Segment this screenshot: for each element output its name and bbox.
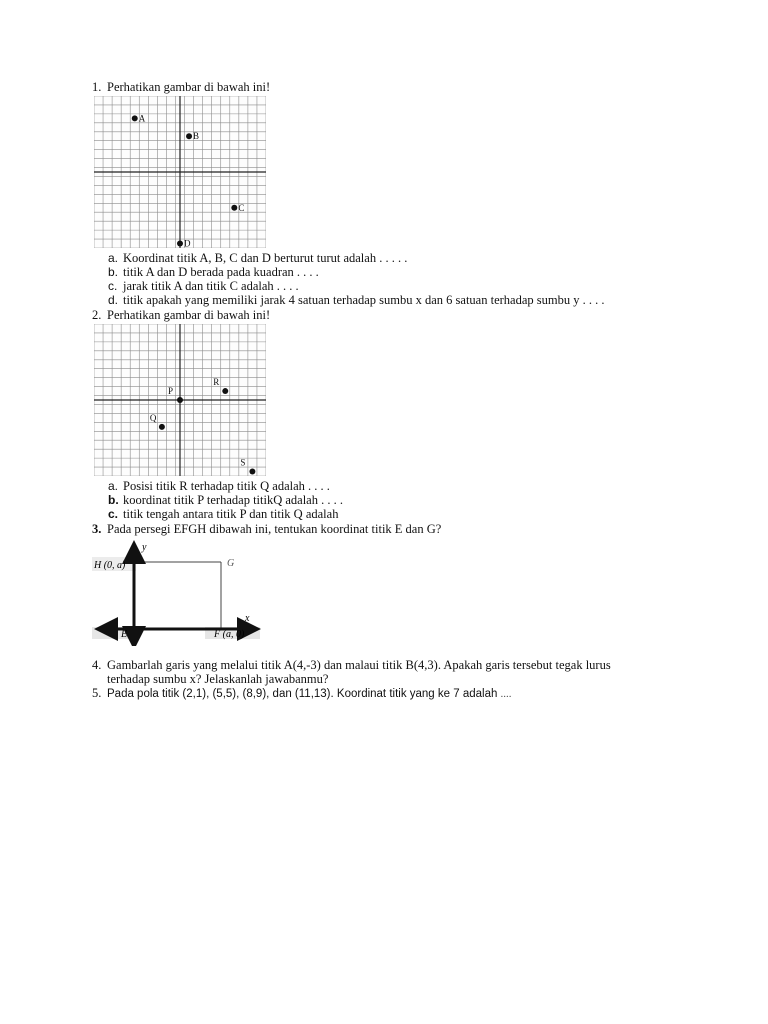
q2-point-s [249, 469, 255, 475]
g-label: G [227, 558, 235, 569]
q2-text: Perhatikan gambar di bawah ini! [107, 308, 271, 322]
q1-sub-a-text: Koordinat titik A, B, C dan D berturut turut adalah . . . . . [123, 251, 408, 265]
q2-sub-a-text: Posisi titik R terhadap titik Q adalah . . . . [123, 479, 330, 493]
q2-sub-c-letter: c. [108, 507, 119, 521]
q2-point-label-s: S [240, 457, 246, 468]
q3-text: Pada persegi EFGH dibawah ini, tentukan koordinat titik E dan G? [107, 522, 442, 536]
q2-sub-c [108, 507, 338, 521]
q1-sub-b-text: titik A dan D berada pada kuadran . . . . [123, 265, 319, 279]
q5-prompt [92, 686, 512, 701]
h-label: H (0, a) [94, 560, 126, 571]
q2-number: 2. [92, 308, 102, 322]
q1-point-b [186, 133, 192, 139]
e-label: E [121, 629, 128, 640]
q2-point-q [159, 424, 165, 430]
q1-sub-b-letter: b. [108, 265, 119, 279]
q3-square-figure [90, 538, 265, 646]
q1-sub-c-text: jarak titik A dan titik C adalah . . . . [123, 279, 299, 293]
q2-point-r [222, 388, 228, 394]
q1-point-label-d: D [184, 238, 191, 248]
q2-point-label-r: R [213, 377, 220, 388]
q1-point-d [177, 241, 183, 247]
q2-sub-a-letter: a. [108, 479, 119, 493]
q2-sub-c-text: titik tengah antara titik P dan titik Q adalah [123, 507, 339, 521]
q2-sub-b-text: koordinat titik P terhadap titikQ adalah . . . . [123, 493, 343, 507]
q1-point-a [132, 115, 138, 121]
q1-point-label-a: A [138, 113, 146, 124]
q4-prompt [92, 658, 611, 672]
q2-point-p [177, 397, 183, 403]
f-label: F (a, 0) [214, 629, 245, 640]
q1-point-label-b: B [193, 131, 200, 142]
q1-sub-d-text: titik apakah yang memiliki jarak 4 satuan terhadap sumbu x dan 6 satuan terhadap sumbu y . . . . [123, 293, 605, 307]
q2-sub-a [108, 479, 330, 493]
q1-point-c [231, 205, 237, 211]
q1-prompt [92, 80, 270, 94]
q1-point-label-c: C [238, 202, 245, 213]
q2-sub-b [108, 493, 343, 507]
q5-number: 5. [92, 686, 102, 700]
q1-text: Perhatikan gambar di bawah ini! [107, 80, 271, 94]
q1-sub-c [108, 279, 299, 293]
q1-sub-d [108, 293, 604, 307]
y-axis-label: y [142, 542, 147, 553]
q1-sub-c-letter: c. [108, 279, 118, 293]
x-axis-label: x [245, 613, 250, 624]
q2-sub-b-letter: b. [108, 493, 119, 507]
q5-dots: .... [500, 688, 512, 700]
q1-number: 1. [92, 80, 102, 94]
q1-sub-d-letter: d. [108, 293, 119, 307]
q2-point-label-q: Q [149, 412, 157, 423]
q3-prompt [92, 522, 441, 536]
q4-number: 4. [92, 658, 102, 672]
q4-line1: Gambarlah garis yang melalui titik A(4,-3) dan malaui titik B(4,3). Apakah garis tersebut tegak lurus [107, 658, 611, 672]
q2-prompt [92, 308, 270, 322]
q5-text: Pada pola titik (2,1), (5,5), (8,9), dan (11,13). Koordinat titik yang ke 7 adalah [107, 688, 498, 700]
q1-coordinate-grid [94, 96, 266, 248]
q3-number: 3. [92, 522, 102, 536]
q4-line2: terhadap sumbu x? Jelaskanlah jawabanmu? [107, 672, 329, 686]
q2-point-label-p: P [168, 386, 174, 396]
q1-sub-a [108, 251, 407, 265]
q1-sub-b [108, 265, 319, 279]
q2-coordinate-grid [94, 324, 266, 476]
q1-sub-a-letter: a. [108, 251, 119, 265]
